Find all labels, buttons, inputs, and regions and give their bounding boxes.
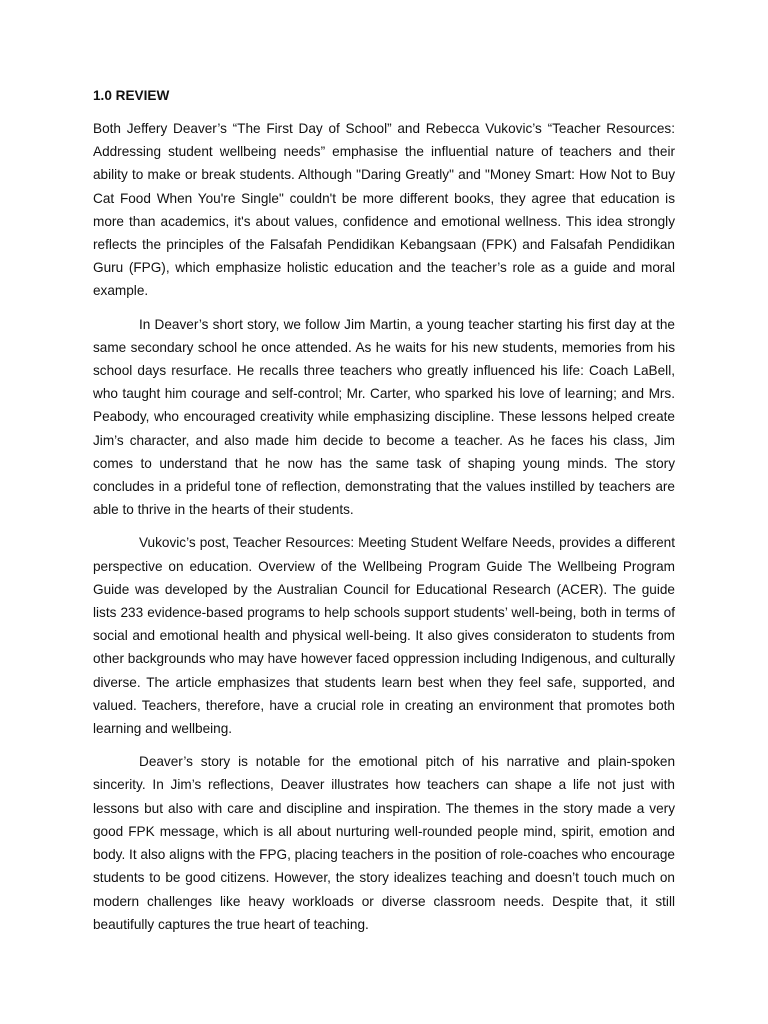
paragraph-deaver-summary: In Deaver’s short story, we follow Jim Martin, a young teacher starting his first day at the same secondary school he once attended. As he waits for his new students, memories from his school days resurface. He recalls three teachers who greatly influenced his life: Coach LaBell, who taught him courage and self-control; Mr. Carter, who sparked his love of learning; and Mrs. Peabody, who encouraged creativity while emphasizing discipline. These lessons helped create Jim’s character, and also made him decide to become a teacher. As he faces his class, Jim comes to understand that he now has the same task of shaping young minds. The story concludes in a prideful tone of reflection, demonstrating that the values instilled by teachers are able to thrive in the hearts of their students. [93,316,675,518]
paragraph-intro: Both Jeffery Deaver’s “The First Day of School” and Rebecca Vukovic’s “Teacher Resources: Addressing student wellbeing needs” emphasise the influential nature of teachers and their ability to make or break students. Although "Daring Greatly" and "Money Smart: How Not to Buy Cat Food When You're Single" couldn't be more different books, they agree that education is more than academics, it's about values, confidence and emotional wellness. This idea strongly reflects the principles of the Falsafah Pendidikan Kebangsaan (FPK) and Falsafah Pendidikan Guru (FPG), which emphasize holistic education and the teacher’s role as a guide and moral example. [93,121,675,299]
section-heading: 1.0 REVIEW [93,88,170,103]
paragraph-analysis: Deaver’s story is notable for the emotional pitch of his narrative and plain-spoken sincerity. In Jim’s reflections, Deaver illustrates how teachers can shape a life not just with lessons but also with care and discipline and inspiration. The themes in the story made a very good FPK message, which is all about nurturing well-rounded people mind, spirit, emotion and body. It also aligns with the FPG, placing teachers in the position of role-coaches who encourage students to be good citizens. However, the story idealizes teaching and doesn’t touch much on modern challenges like heavy workloads or diverse classroom needs. Despite that, it still beautifully captures the true heart of teaching. [93,754,675,932]
paragraph-vukovic-summary: Vukovic’s post, Teacher Resources: Meeting Student Welfare Needs, provides a different perspective on education. Overview of the Wellbeing Program Guide The Wellbeing Program Guide was developed by the Australian Council for Educational Research (ACER). The guide lists 233 evidence-based programs to help schools support students’ well-being, both in terms of social and emotional health and physical well-being. It also gives consideraton to students from other backgrounds who may have however faced oppression including Indigenous, and culturally diverse. The article emphasizes that students learn best when they feel safe, supported, and valued. Teachers, therefore, have a crucial role in creating an environment that promotes both learning and wellbeing. [93,535,675,737]
document-page [93,86,675,946]
